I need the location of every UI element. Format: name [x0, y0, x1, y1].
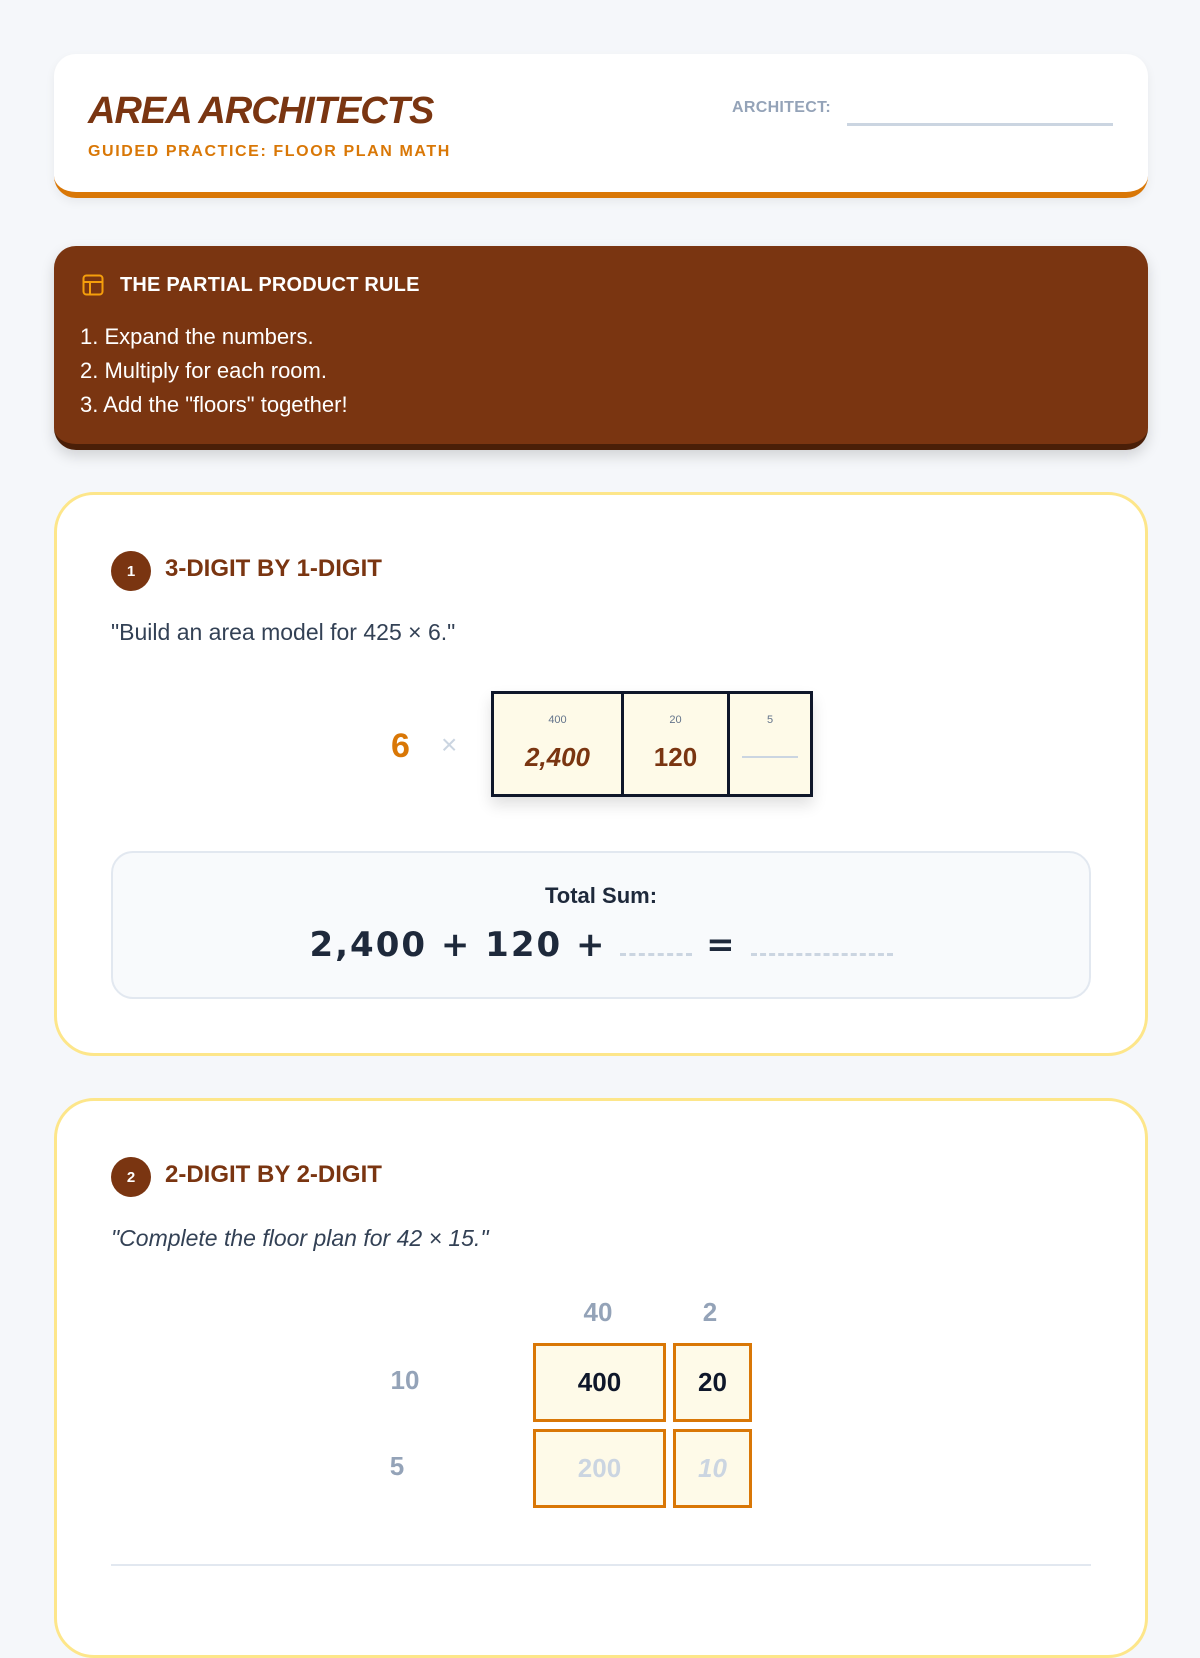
- grid-cell[interactable]: 10: [673, 1429, 752, 1508]
- page-subtitle: GUIDED PRACTICE: FLOOR PLAN MATH: [88, 143, 451, 160]
- room-answer-blank[interactable]: [742, 756, 798, 758]
- problem-1-card: [54, 492, 1148, 1056]
- problem-number-badge: 1: [111, 551, 151, 591]
- problem-title: 3-DIGIT BY 1-DIGIT: [165, 555, 382, 582]
- area-model-strip: [491, 691, 813, 797]
- grid-cell: 400: [533, 1343, 666, 1422]
- section-divider: [111, 1564, 1091, 1566]
- rule-title: THE PARTIAL PRODUCT RULE: [120, 274, 420, 296]
- room-hundreds: [494, 694, 624, 794]
- problem-title: 2-DIGIT BY 2-DIGIT: [165, 1161, 382, 1188]
- multiplier: 6: [391, 727, 410, 765]
- room-label: 20: [669, 714, 682, 726]
- row-header: 10: [390, 1365, 420, 1395]
- sum-blank-total[interactable]: [751, 925, 893, 956]
- room-tens: [624, 694, 730, 794]
- architect-name-field[interactable]: [847, 123, 1113, 126]
- room-label: 400: [548, 714, 567, 726]
- room-label: 5: [766, 714, 774, 726]
- room-value: 120: [653, 742, 698, 772]
- rule-step: 2. Multiply for each room.: [80, 358, 327, 383]
- rule-step: 1. Expand the numbers.: [80, 324, 314, 349]
- grid-cell[interactable]: 200: [533, 1429, 666, 1508]
- problem-2-card: [54, 1098, 1148, 1658]
- grid-cell: 20: [673, 1343, 752, 1422]
- rule-step: 3. Add the "floors" together!: [80, 392, 348, 417]
- problem-prompt: "Complete the floor plan for 42 × 15.": [111, 1225, 489, 1251]
- rule-steps-list: [80, 320, 348, 422]
- total-sum-box: [111, 851, 1091, 999]
- page-title: AREA ARCHITECTS: [88, 90, 434, 132]
- times-symbol: ×: [441, 729, 458, 760]
- row-header: 5: [389, 1451, 405, 1481]
- partial-product-rule-card: [54, 246, 1148, 450]
- sum-blank-term[interactable]: [620, 925, 692, 956]
- sum-equation: [113, 925, 1089, 965]
- room-ones[interactable]: [730, 694, 810, 794]
- sum-equals: =: [706, 925, 737, 965]
- problem-number-badge: 2: [111, 1157, 151, 1197]
- header-card: [54, 54, 1148, 198]
- column-header: 2: [702, 1297, 718, 1327]
- sum-partial-terms: 2,400 + 120 +: [309, 925, 607, 965]
- sum-label: Total Sum:: [544, 883, 658, 908]
- problem-prompt: "Build an area model for 425 × 6.": [111, 619, 456, 645]
- layout-icon: [82, 274, 104, 296]
- architect-label: ARCHITECT:: [732, 99, 831, 116]
- room-value: 2,400: [524, 742, 591, 772]
- column-header: 40: [583, 1297, 613, 1327]
